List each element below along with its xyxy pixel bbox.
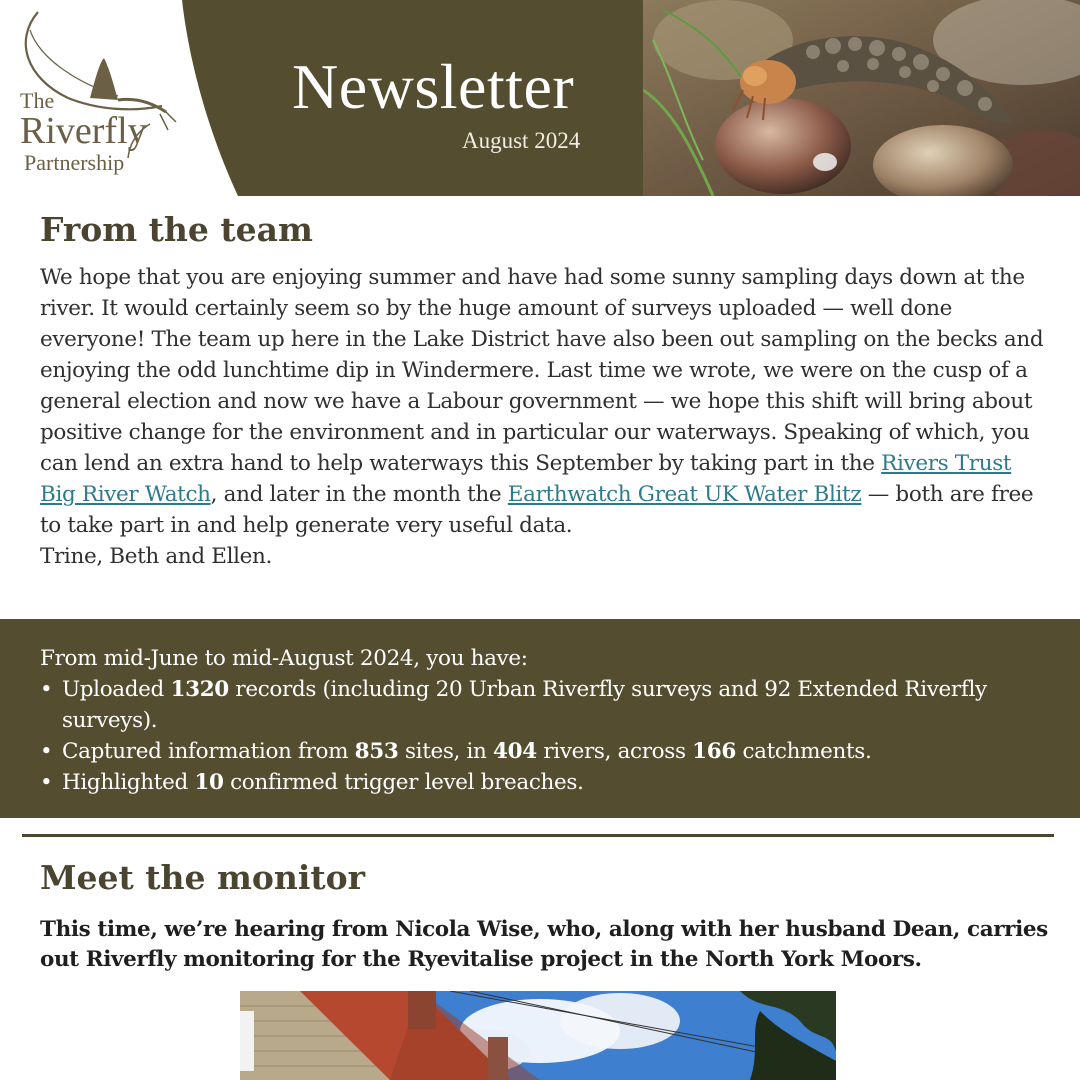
logo-line-partnership: Partnership (24, 150, 125, 175)
riverfly-logo[interactable] (0, 0, 240, 196)
stats-intro: From mid-June to mid-August 2024, you have: (40, 646, 528, 671)
team-message-text-1: We hope that you are enjoying summer and have had some sunny sampling days down at the river. It would certainly seem so by the huge amount of surveys uploaded — well done everyone! The team up here in the Lake District have also been out sampling on the becks and enjoying the odd lunchtime dip in Windermere. Last time we wrote, we were on the cusp of a general election and now we have a Labour government — we hope this shift will bring about positive change for the environment and in particular our waterways. Speaking of which, you can lend an extra hand to help waterways this September by taking part in the (40, 265, 1044, 476)
logo-line-the: The (20, 88, 55, 113)
records-count: 1320 (170, 677, 229, 702)
water-blitz-link[interactable]: Earthwatch Great UK Water Blitz (507, 482, 862, 507)
catchments-count: 166 (692, 739, 736, 764)
newsletter-title: Newsletter (292, 51, 575, 122)
newsletter-header (0, 0, 1080, 196)
newsletter-date: August 2024 (462, 128, 581, 153)
team-message-text-2: , and later in the month the (210, 482, 508, 507)
stats-list (40, 674, 1040, 798)
breaches-count: 10 (194, 770, 224, 795)
team-message (40, 262, 1050, 572)
team-signoff: Trine, Beth and Ellen. (40, 544, 272, 569)
stats-item-records: • Uploaded 1320 records (including 20 Urban Riverfly surveys and 92 Extended Riverfly surveys). (40, 674, 1040, 736)
monitor-house-photo (240, 991, 836, 1080)
caddisfly-larva-photo (643, 0, 1080, 196)
big-river-watch-link[interactable]: Rivers Trust Big River Watch (40, 451, 1012, 507)
section-divider (22, 834, 1054, 837)
sites-count: 853 (354, 739, 399, 764)
stats-item-sites: • Captured information from 853 sites, in 404 rivers, across 166 catchments. (40, 736, 1040, 767)
stats-item-breaches: • Highlighted 10 confirmed trigger level breaches. (40, 767, 1040, 798)
monitor-intro: This time, we’re hearing from Nicola Wise, who, along with her husband Dean, carries out Riverfly monitoring for the Ryevitalise project in the North York Moors. (40, 917, 1048, 972)
meet-the-monitor-heading: Meet the monitor (40, 858, 366, 897)
stats-panel (0, 619, 1080, 818)
rivers-count: 404 (493, 739, 537, 764)
from-the-team-heading: From the team (40, 210, 313, 249)
logo-line-riverfly: Riverfly (20, 110, 147, 152)
team-message-text-3: — both are free to take part in and help generate very useful data. (40, 482, 1034, 538)
